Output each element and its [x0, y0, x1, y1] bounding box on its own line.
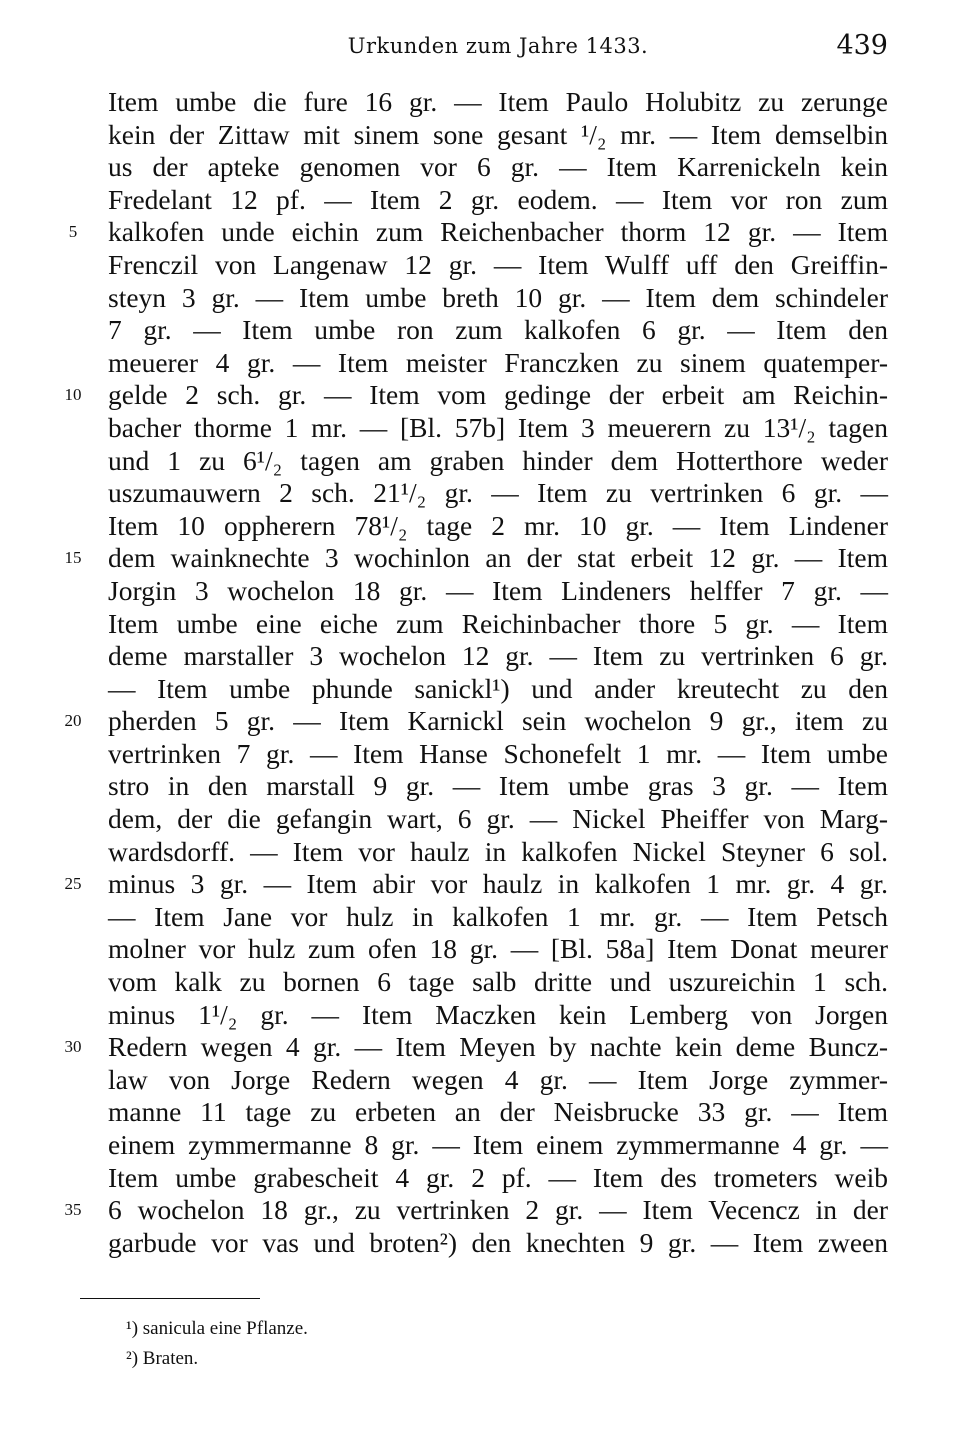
text-line — [64, 868, 888, 901]
footnote — [126, 1314, 308, 1344]
line-text: bacher thorme 1 mr. — [Bl. 57b] Item 3 meuerern zu 13¹/₂ tagen — [108, 411, 888, 443]
line-number: 25 — [64, 874, 82, 894]
line-text: manne 11 tage zu erbeten an der Neisbrucke 33 gr. — Item — [108, 1096, 888, 1128]
line-number: 15 — [64, 548, 82, 568]
text-line — [108, 249, 888, 282]
line-text: us der apteke genomen vor 6 gr. — Item Karrenickeln kein — [108, 151, 888, 183]
line-text: minus 3 gr. — Item abir vor haulz in kalkofen 1 mr. gr. 4 gr. — [108, 868, 888, 900]
line-text: vertrinken 7 gr. — Item Hanse Schonefelt 1 mr. — Item umbe — [108, 737, 888, 769]
text-line — [108, 575, 888, 608]
page-number: 439 — [836, 30, 888, 61]
line-text: Jorgin 3 wochelon 18 gr. — Item Lindeners helffer 7 gr. — — [108, 574, 888, 606]
line-text: dem wainknechte 3 wochinlon an der stat erbeit 12 gr. — Item — [108, 542, 888, 574]
text-line — [108, 1162, 888, 1195]
page-header — [108, 28, 888, 64]
text-line — [108, 1129, 888, 1162]
text-line — [108, 673, 888, 706]
line-text: vom kalk zu bornen 6 tage salb dritte und uszureichin 1 sch. — [108, 966, 888, 998]
text-line — [108, 477, 888, 510]
text-line — [108, 151, 888, 184]
text-line — [64, 705, 888, 738]
line-text: uszumauwern 2 sch. 21¹/₂ gr. — Item zu vertrinken 6 gr. — — [108, 477, 888, 509]
main-text — [64, 86, 888, 1259]
line-text: 6 wochelon 18 gr., zu vertrinken 2 gr. — Item Vecencz in der — [108, 1194, 888, 1226]
line-text: Frenczil von Langenaw 12 gr. — Item Wulff uff den Greiffin- — [108, 248, 888, 280]
text-line — [68, 216, 888, 249]
footnote-mark: ¹) — [126, 1318, 139, 1339]
line-text: Item 10 oppherern 78¹/₂ tage 2 mr. 10 gr. — Item Lindener — [108, 509, 888, 541]
text-line — [108, 412, 888, 445]
line-text: steyn 3 gr. — Item umbe breth 10 gr. — Item dem schindeler — [108, 281, 888, 313]
line-text: Redern wegen 4 gr. — Item Meyen by nachte kein deme Buncz- — [108, 1031, 888, 1063]
line-number: 5 — [68, 222, 78, 242]
text-line — [108, 770, 888, 803]
running-title: Urkunden zum Jahre 1433. — [347, 34, 649, 58]
text-line — [108, 184, 888, 217]
footnote-text: sanicula eine Pflanze. — [142, 1318, 308, 1339]
text-line — [108, 119, 888, 152]
line-text: meuerer 4 gr. — Item meister Franczken zu sinem quatemper- — [108, 346, 888, 378]
line-number: 10 — [64, 385, 82, 405]
line-number: 35 — [64, 1200, 82, 1220]
footnote-mark: ²) — [126, 1348, 139, 1369]
text-line — [108, 836, 888, 869]
text-line — [108, 901, 888, 934]
footnote-separator — [80, 1298, 260, 1299]
text-line — [108, 933, 888, 966]
line-text: dem, der die gefangin wart, 6 gr. — Nickel Pheiffer von Marg- — [108, 803, 888, 835]
text-line — [108, 510, 888, 543]
footnotes — [126, 1314, 308, 1374]
text-line — [108, 608, 888, 641]
line-number: 30 — [64, 1037, 82, 1057]
line-text: Item umbe grabescheit 4 gr. 2 pf. — Item des trometers weib — [108, 1161, 888, 1193]
line-text: Item umbe die fure 16 gr. — Item Paulo Holubitz zu zerunge — [108, 86, 888, 117]
line-text: einem zymmermanne 8 gr. — Item einem zymmermanne 4 gr. — — [108, 1129, 888, 1160]
line-text: — Item Jane vor hulz in kalkofen 1 mr. gr. — Item Petsch — [108, 900, 888, 932]
line-text: pherden 5 gr. — Item Karnickl sein wochelon 9 gr., item zu — [108, 705, 888, 737]
footnote-text: Braten. — [142, 1348, 199, 1369]
text-line — [108, 966, 888, 999]
line-text: stro in den marstall 9 gr. — Item umbe gras 3 gr. — Item — [108, 770, 888, 802]
line-text: deme marstaller 3 wochelon 12 gr. — Item zu vertrinken 6 gr. — [108, 640, 888, 672]
text-line — [108, 1096, 888, 1129]
line-text: kein der Zittaw mit sinem sone gesant ¹/₂ mr. — Item demselbin — [108, 118, 888, 150]
line-text: molner vor hulz zum ofen 18 gr. — [Bl. 58a] Item Donat meurer — [108, 933, 888, 965]
text-line — [64, 379, 888, 412]
line-text: gelde 2 sch. gr. — Item vom gedinge der erbeit am Reichin- — [108, 379, 888, 411]
line-text: minus 1¹/₂ gr. — Item Maczken kein Lemberg von Jorgen — [108, 998, 888, 1030]
text-line — [108, 445, 888, 478]
text-line — [108, 738, 888, 771]
text-line — [108, 314, 888, 347]
text-line — [108, 282, 888, 315]
line-text: law von Jorge Redern wegen 4 gr. — Item Jorge zymmer- — [108, 1063, 888, 1095]
text-line — [64, 1194, 888, 1227]
text-line — [108, 803, 888, 836]
footnote — [126, 1344, 308, 1374]
line-text: 7 gr. — Item umbe ron zum kalkofen 6 gr. — Item den — [108, 314, 888, 346]
line-text: — Item umbe phunde sanickl¹) und ander kreutecht zu den — [108, 672, 888, 704]
text-line — [64, 542, 888, 575]
text-line — [108, 1064, 888, 1097]
text-line — [108, 999, 888, 1032]
text-line — [108, 640, 888, 673]
line-number: 20 — [64, 711, 82, 731]
line-text: und 1 zu 6¹/₂ tagen am graben hinder dem Hotterthore weder — [108, 444, 888, 476]
text-line — [108, 86, 888, 119]
line-text: Item umbe eine eiche zum Reichinbacher thore 5 gr. — Item — [108, 607, 888, 639]
line-text: garbude vor vas und broten²) den knechten 9 gr. — Item zween — [108, 1226, 888, 1258]
text-line — [64, 1031, 888, 1064]
line-text: kalkofen unde eichin zum Reichenbacher thorm 12 gr. — Item — [108, 216, 888, 248]
text-line — [108, 347, 888, 380]
line-text: wardsdorff. — Item vor haulz in kalkofen Nickel Steyner 6 sol. — [108, 835, 888, 867]
line-text: Fredelant 12 pf. — Item 2 gr. eodem. — Item vor ron zum — [108, 183, 888, 215]
text-line — [108, 1227, 888, 1260]
